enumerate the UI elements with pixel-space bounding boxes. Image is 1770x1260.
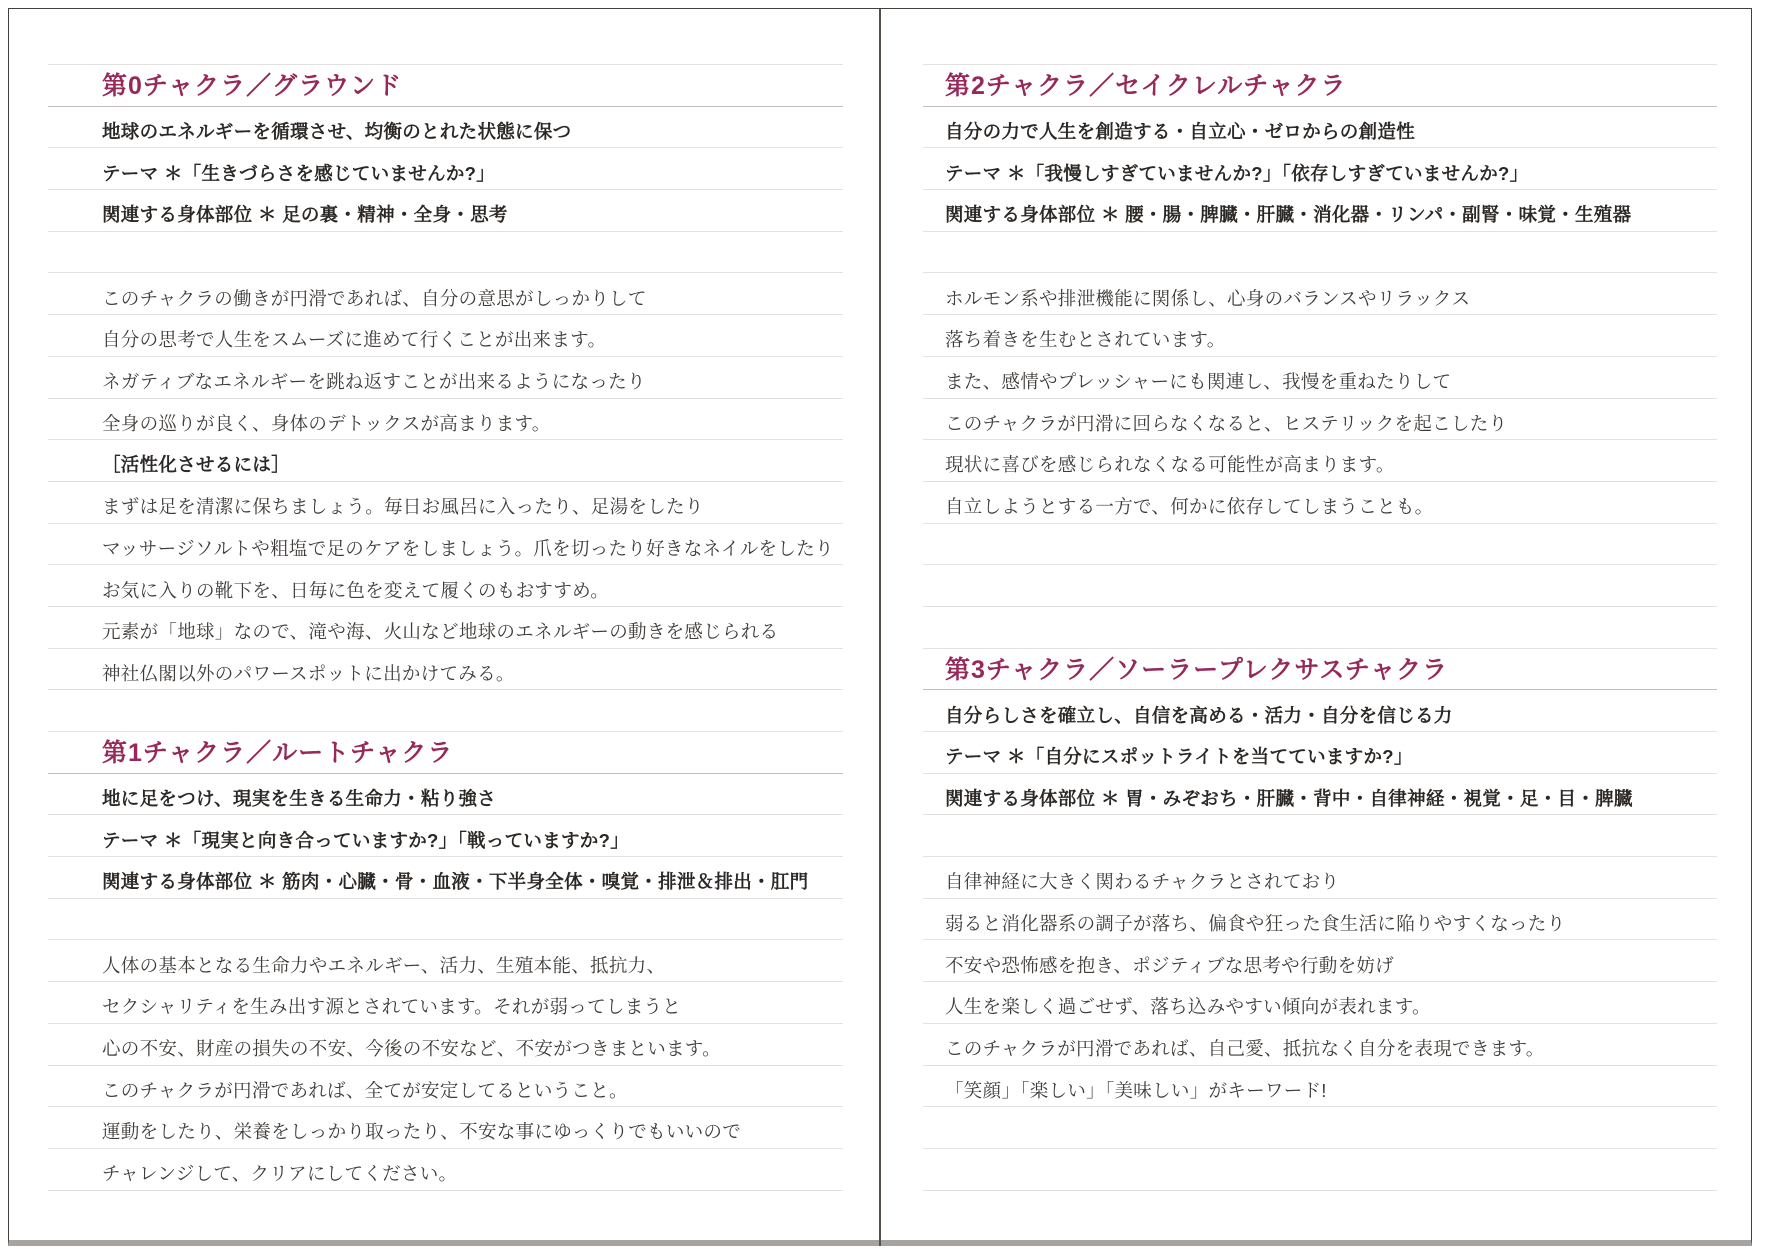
text-row (48, 1066, 843, 1108)
text-row (48, 565, 843, 607)
row-text: テーマ ＊「我慢しすぎていませんか?」「依存しすぎていませんか?」 (945, 162, 1529, 184)
section-heading-text: 第3チャクラ／ソーラープレクサスチャクラ (945, 656, 1449, 685)
row-text: 「笑顔」「楽しい」「美味しい」がキーワード! (945, 1079, 1327, 1101)
section-heading-row (48, 65, 843, 107)
text-row (923, 190, 1717, 232)
row-text: 自分らしさを確立し、自信を高める・活力・自分を信じる力 (945, 704, 1453, 726)
row-text: 自分の力で人生を創造する・自立心・ゼロからの創造性 (945, 120, 1416, 142)
text-row (923, 107, 1717, 149)
row-text: 関連する身体部位 ＊ 足の裏・精神・全身・思考 (102, 204, 508, 226)
text-row (48, 315, 843, 357)
text-row (48, 273, 843, 315)
row-text: 関連する身体部位 ＊ 筋肉・心臓・骨・血液・下半身全体・嗅覚・排泄＆排出・肛門 (102, 871, 809, 893)
row-text: 全身の巡りが良く、身体のデトックスが高まります。 (102, 412, 551, 434)
ruled-empty-row (923, 815, 1717, 857)
text-row (923, 940, 1717, 982)
right-column (923, 64, 1717, 1191)
text-row (923, 899, 1717, 941)
row-text: 弱ると消化器系の調子が落ち、偏食や狂った食生活に陥りやすくなったり (945, 913, 1566, 935)
row-text: 心の不安、財産の損失の不安、今後の不安など、不安がつきまといます。 (102, 1038, 721, 1060)
text-row (923, 440, 1717, 482)
ruled-empty-row (923, 1149, 1717, 1191)
text-row (48, 982, 843, 1024)
section-heading-text: 第2チャクラ／セイクレルチャクラ (945, 72, 1347, 101)
text-row (48, 857, 843, 899)
ruled-empty-row (923, 607, 1717, 649)
section-heading-row (923, 649, 1717, 691)
text-row (923, 774, 1717, 816)
row-text: 元素が「地球」なので、滝や海、火山など地球のエネルギーの動きを感じられる (102, 621, 779, 643)
row-text: 地に足をつけ、現実を生きる生命力・粘り強さ (102, 787, 497, 809)
row-text: 地球のエネルギーを循環させ、均衡のとれた状態に保つ (102, 120, 572, 142)
row-text: 自分の思考で人生をスムーズに進めて行くことが出来ます。 (102, 329, 607, 351)
text-row (48, 815, 843, 857)
text-row (923, 857, 1717, 899)
ruled-empty-row (923, 1107, 1717, 1149)
row-text: ［活性化させるには］ (102, 454, 291, 476)
text-row (48, 440, 843, 482)
row-text: セクシャリティを生み出す源とされています。それが弱ってしまうと (102, 996, 682, 1018)
row-text: 自律神経に大きく関わるチャクラとされており (945, 871, 1340, 893)
text-row (48, 107, 843, 149)
ruled-empty-row (923, 232, 1717, 274)
text-row (923, 1066, 1717, 1108)
text-row (48, 1149, 843, 1191)
row-text: 現状に喜びを感じられなくなる可能性が高まります。 (945, 454, 1395, 476)
text-row (923, 357, 1717, 399)
text-row (48, 524, 843, 566)
text-row (923, 732, 1717, 774)
row-text: テーマ ＊「生きづらさを感じていませんか?」 (102, 162, 496, 184)
row-text: 神社仏閣以外のパワースポットに出かけてみる。 (102, 662, 515, 684)
row-text: このチャクラが円滑に回らなくなると、ヒステリックを起こしたり (945, 412, 1508, 434)
row-text: チャレンジして、クリアにしてください。 (102, 1163, 458, 1185)
text-row (923, 690, 1717, 732)
row-text: 関連する身体部位 ＊ 腰・腸・脾臓・肝臓・消化器・リンパ・副腎・味覚・生殖器 (945, 204, 1632, 226)
row-text: このチャクラが円滑であれば、自己愛、抵抗なく自分を表現できます。 (945, 1038, 1545, 1060)
text-row (48, 607, 843, 649)
text-row (48, 940, 843, 982)
center-divider (879, 9, 881, 1246)
text-row (923, 273, 1717, 315)
row-text: 人生を楽しく過ごせず、落ち込みやすい傾向が表れます。 (945, 996, 1431, 1018)
text-row (48, 482, 843, 524)
row-text: 落ち着きを生むとされています。 (945, 329, 1226, 351)
section-heading-text: 第0チャクラ／グラウンド (102, 72, 403, 101)
row-text: 不安や恐怖感を抱き、ポジティブな思考や行動を妨げ (945, 954, 1394, 976)
ruled-empty-row (923, 565, 1717, 607)
row-text: また、感情やプレッシャーにも関連し、我慢を重ねたりして (945, 371, 1452, 393)
text-row (923, 1024, 1717, 1066)
row-text: 運動をしたり、栄養をしっかり取ったり、不安な事にゆっくりでもいいので (102, 1121, 742, 1143)
row-text: 自立しようとする一方で、何かに依存してしまうことも。 (945, 496, 1434, 518)
ruled-empty-row (48, 232, 843, 274)
text-row (923, 399, 1717, 441)
row-text: まずは足を清潔に保ちましょう。毎日お風呂に入ったり、足湯をしたり (102, 496, 704, 518)
text-row (48, 399, 843, 441)
ruled-empty-row (48, 899, 843, 941)
ruled-empty-row (923, 524, 1717, 566)
text-row (48, 148, 843, 190)
text-row (923, 315, 1717, 357)
row-text: このチャクラの働きが円滑であれば、自分の意思がしっかりして (102, 287, 647, 309)
section-heading-row (48, 732, 843, 774)
text-row (48, 357, 843, 399)
row-text: このチャクラが円滑であれば、全てが安定してるということ。 (102, 1079, 628, 1101)
section-heading-row (923, 65, 1717, 107)
row-text: マッサージソルトや粗塩で足のケアをしましょう。爪を切ったり好きなネイルをしたり (102, 537, 834, 559)
text-row (48, 774, 843, 816)
row-text: テーマ ＊「現実と向き合っていますか?」「戦っていますか?」 (102, 829, 629, 851)
text-row (48, 1107, 843, 1149)
text-row (923, 482, 1717, 524)
row-text: ホルモン系や排泄機能に関係し、心身のバランスやリラックス (945, 287, 1471, 309)
text-row (48, 649, 843, 691)
left-column (48, 64, 843, 1191)
text-row (923, 982, 1717, 1024)
section-heading-text: 第1チャクラ／ルートチャクラ (102, 739, 454, 768)
ruled-empty-row (48, 690, 843, 732)
row-text: 人体の基本となる生命力やエネルギー、活力、生殖本能、抵抗力、 (102, 954, 666, 976)
row-text: 関連する身体部位 ＊ 胃・みぞおち・肝臓・背中・自律神経・視覚・足・目・脾臓 (945, 787, 1633, 809)
row-text: ネガティブなエネルギーを跳ね返すことが出来るようになったり (102, 371, 646, 393)
text-row (48, 1024, 843, 1066)
row-text: お気に入りの靴下を、日毎に色を変えて履くのもおすすめ。 (102, 579, 610, 601)
text-row (48, 190, 843, 232)
row-text: テーマ ＊「自分にスポットライトを当てていますか?」 (945, 746, 1413, 768)
text-row (923, 148, 1717, 190)
